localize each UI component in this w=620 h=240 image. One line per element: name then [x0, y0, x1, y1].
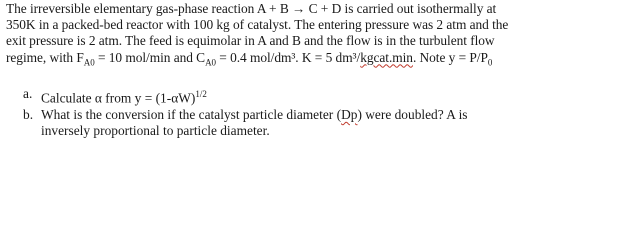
line4-mid1: = 10 mol/min and C	[94, 49, 206, 65]
question-b-continuation	[23, 123, 616, 139]
question-a-marker: a.	[23, 86, 33, 102]
exponent: 1/2	[195, 89, 207, 100]
question-b-text-pre: What is the conversion if the catalyst particle diameter (	[41, 106, 342, 122]
problem-line-2: 350K in a packed-bed reactor with 100 kg of catalyst. The entering pressure was 2 atm and the	[6, 17, 509, 33]
misspelled-word: Dp	[341, 106, 358, 122]
line4-pre: regime, with F	[6, 49, 84, 65]
question-list	[23, 86, 616, 138]
misspelled-word: kgcat.min	[360, 49, 413, 65]
fa0-subscript: A0	[83, 57, 95, 68]
question-b-text-cont: inversely proportional to particle diameter.	[41, 122, 270, 138]
question-b	[23, 107, 616, 123]
problem-line-1: The irreversible elementary gas-phase reaction A + B → C + D is carried out isothermally at	[6, 1, 497, 16]
question-b-text-post: ) were doubled? A is	[357, 106, 468, 122]
question-a-text: Calculate α from y = (1-αW)	[41, 90, 196, 106]
question-a	[23, 86, 616, 106]
line4-mid2: = 0.4 mol/dm³. K = 5 dm³/	[215, 49, 361, 65]
line4-post: . Note y = P/P	[412, 49, 488, 65]
problem-line-3: exit pressure is 2 atm. The feed is equimolar in A and B and the flow is in the turbulent flow	[6, 33, 495, 49]
question-b-marker: b.	[23, 106, 34, 122]
ca0-subscript: A0	[205, 57, 216, 68]
problem-document	[6, 1, 616, 139]
p0-subscript: 0	[487, 57, 493, 68]
problem-line-4	[6, 50, 616, 71]
